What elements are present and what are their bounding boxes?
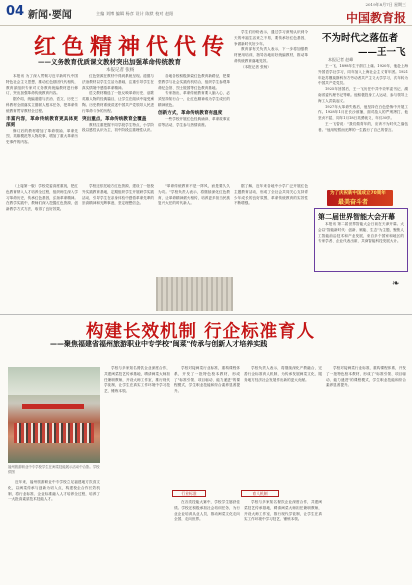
article-bottom-title: 构建长效机制 行企标准育人	[86, 322, 316, 342]
news-box-title: 第二届世界智能大会开幕	[318, 213, 395, 221]
paragraph: 修订后的教材增加了革命领袖、革命先烈、英雄模范等人物故事，增加了重大革命历史事件的内容。	[6, 128, 78, 145]
paragraph: 各地各校积极探索红色教育新路径，把课堂教学与社会实践有机结合，组织学生参观革命纪念馆、烈士陵园等红色教育基地。	[158, 74, 230, 90]
paragraph: 学校负责人表示，将继续深化产教融合，完善行企标准育人机制，为传承发展闽菜文化、服务地方经济社会发展作出新的更大贡献。	[244, 366, 322, 382]
date-line: 2019年8月7日 星期三	[365, 2, 406, 7]
paragraph: 学校还依托地方红色资源，建设了一批校外实践教育基地，定期组织学生开展研学实践活动，引导学生在亲身体验中感悟革命先辈的崇高精神和光辉事迹，坚定理想信念。	[82, 184, 154, 206]
paragraph: （上接第一版）学校党委高度重视，把红色教育纳入人才培养全过程，组织师生深入学习革命历史，传承红色基因，弘扬革命精神。在教学实践中，教师们深入挖掘红色资源，创新教学方式方法，取得了良好效果。	[6, 184, 78, 212]
paragraph: （本报记者 张杨）	[241, 64, 271, 69]
article-main-lower-column	[6, 184, 78, 311]
article-bottom-column	[326, 366, 406, 582]
paragraph: 学校与多家知名餐饮企业深度合作，共建闽菜技艺传承基地，聘请闽菜大师担任兼职教师，开设大师工作室，推行现代学徒制，让学生在真实工作环境中学习技艺、锤炼本领。	[244, 500, 322, 522]
paragraph: 教育部有关负责人表示，下一步将加强教材使用培训，指导各地用好统编教材，推动革命传统教育落地见效。	[234, 47, 308, 63]
paragraph: 专家指出，革命传统教育要入脑入心，必须坚持知行合一，让红色精神成为学生成长的精神底色。	[158, 91, 230, 107]
paper-name: 中国教育报	[345, 11, 406, 25]
ornament-icon: ❧	[392, 279, 400, 289]
paragraph: 一些学校开展红色经典诵读、革命故事宣讲等活动，学生参与热情高涨。	[158, 116, 230, 127]
photo-banner	[22, 404, 84, 409]
article-bottom-column	[8, 480, 100, 582]
article-bottom-column	[244, 366, 322, 486]
article-main-column	[234, 30, 308, 180]
paragraph: 据介绍，统编道德与法治、语文、历史三科教材全面落实立德树人根本任务，把革命传统教育贯穿教材全过程。	[6, 97, 78, 113]
paragraph: 教材注重把握不同学段学生特点，小学阶段以感性认识为主，初中阶段注重理性认识。	[82, 122, 154, 133]
article-main-subtitle: ——义务教育优质课文教材突出加强革命传统教育	[38, 58, 181, 66]
article-main-lower-column	[158, 184, 230, 274]
divider	[0, 314, 412, 315]
article-main-column	[158, 74, 230, 180]
photo-crowd	[14, 423, 94, 443]
photo-caption: 福州旅游职业中专学校学生在闽菜技能展示活动中合影。学校供图	[8, 465, 100, 474]
article-bottom-column	[104, 366, 170, 582]
article-main-lower-column	[234, 184, 308, 311]
paragraph: 近年来，福州旅游职业中专学校立足福建地方饮食文化，以闽菜传承与创新为切入点，构建校企合作长效机制，将行业标准、企业标准融入人才培养全过程，培养了一大批高素质技术技能人才。	[8, 480, 100, 502]
banner-title: 最美奋斗者	[338, 199, 369, 206]
article-main-title: 红色精神代代传	[34, 35, 231, 60]
paragraph: 据了解，近年来各地中小学广泛开展红色主题教育活动，形成了全社会共同关心支持青少年成长的良好氛围，革命传统教育的实效性不断增强。	[234, 184, 308, 206]
article-bottom-column	[174, 500, 240, 582]
paragraph: 学校与多家知名餐饮企业深度合作，共建闽菜技艺传承基地，聘请闽菜大师担任兼职教师，开设大师工作室，推行现代学徒制，让学生在真实工作环境中学习技艺、锤炼本领。	[104, 366, 170, 394]
paragraph: 学生们纷纷表示，通过学习深刻认识到今天的幸福生活来之不易，要传承好红色基因，争做新时代好少年。	[234, 30, 308, 46]
paragraph: 1925年回国后，王一飞历任中共中央军委书记、湖南省委代理书记等职。他积极投身工人运动，参与领导上海工人武装起义。	[318, 87, 408, 103]
paragraph: 本报讯 为了深入贯彻习近平新时代中国特色社会主义思想，推动红色基因代代相传，教育部组织专家对义务教育统编教材进行修订，突出加强革命传统教育内容。	[6, 74, 78, 96]
paragraph: 红色资源在教材中得到系统呈现。道德与法治教材以学生生活为基础，注重引导学生在真实情境中感悟革命精神。	[82, 74, 154, 90]
photo-sky	[8, 367, 100, 395]
news-box-body	[318, 222, 404, 268]
paragraph: 学校对接闽菜行业标准，重构课程体系，开发了一批特色校本教材，形成了"标准引领、项目驱动、能力递进"的课程模式，学生职业技能和综合素养显著提升。	[174, 366, 240, 394]
article-bottom-column	[174, 366, 240, 486]
article-bottom-column	[244, 500, 322, 582]
paragraph: 1927年大革命失败后，他坚持在白色恐怖中开展工作。1928年1月在长沙被捕，面对敌人的严刑拷打，他坚贞不屈，同年1月18日英勇就义，年仅30岁。	[318, 104, 408, 121]
paragraph: 王一飞，1898年生于浙江上虞。1920年，他赴上海外国语学社学习，同年加入上海社会主义青年团。1921年赴苏俄莫斯科东方劳动者共产主义大学学习，次年转为中国共产党党员。	[318, 64, 408, 86]
paragraph: 语文教材精选了一批反映革命历史、讴歌英雄人物的经典篇目，让学生在阅读中接受熏陶。历史教材系统讲述中国共产党领导人民进行革命斗争的历程。	[82, 91, 154, 113]
article-main-column	[82, 74, 154, 180]
paragraph: 王一飞曾说："我们做青年的，应该不为时代之落伍者。"他用短暂而光辉的一生践行了自己的誓言。	[318, 121, 408, 132]
paragraph: 在各类技能大赛中，学校学生屡获佳绩。学校还积极承担社会培训任务，为行业企业培训从业人员，推动闽菜文化走向全国、走向世界。	[174, 500, 240, 522]
editor-info: 主编 刘博 编辑 杨彦 设计 陈默 校对 赵阳	[96, 11, 174, 16]
article-main-author: 本报记者 张杨	[106, 68, 135, 73]
section-tag: 行业标准	[172, 490, 206, 497]
inline-photo	[156, 277, 233, 311]
section-heading: 丰富内容，革命传统教育更具体更深刻	[6, 116, 78, 128]
article-main-lower-column	[82, 184, 154, 311]
section-tag: 育人机制	[241, 490, 279, 497]
section-heading: 创新方式，革命传统教育有温度	[158, 110, 223, 116]
paragraph: "革命传统教育不是一阵风，而是要久久为功。"学校负责人表示，将继续深化红色教育，让革命精神薪火相传，培养更多担当民族复兴大任的时代新人。	[158, 184, 230, 206]
section-heading: 突出重点，革命传统教育全覆盖	[82, 116, 147, 122]
article-right-body	[318, 64, 408, 186]
banner-text: 为了庆祝新中国成立70周年	[330, 191, 386, 196]
article-bottom-subtitle: ——聚焦福建省福州旅游职业中专学校"闽菜"传承与创新人才培养实践	[50, 340, 268, 348]
section-name: 新闻·要闻	[28, 10, 72, 21]
paragraph: 本报讯 第二届世界智能大会日前在天津开幕。大会以"智能新时代：创新、赋能、生态"为主题，聚焦人工智能前沿技术和产业发展，来自多个国家和地区的专家学者、企业代表出席，共商智能科技发展大计。	[318, 222, 404, 244]
page-number: 04	[6, 4, 25, 19]
article-main-column	[6, 74, 78, 180]
article-right-title: 不为时代之落伍者	[322, 33, 399, 44]
article-right-author: 本报记者 赵峰	[328, 57, 354, 62]
article-right-byline: ——王一飞	[358, 47, 406, 58]
paragraph: 学校对接闽菜行业标准，重构课程体系，开发了一批特色校本教材，形成了"标准引领、项目驱动、能力递进"的课程模式，学生职业技能和综合素养显著提升。	[326, 366, 406, 388]
